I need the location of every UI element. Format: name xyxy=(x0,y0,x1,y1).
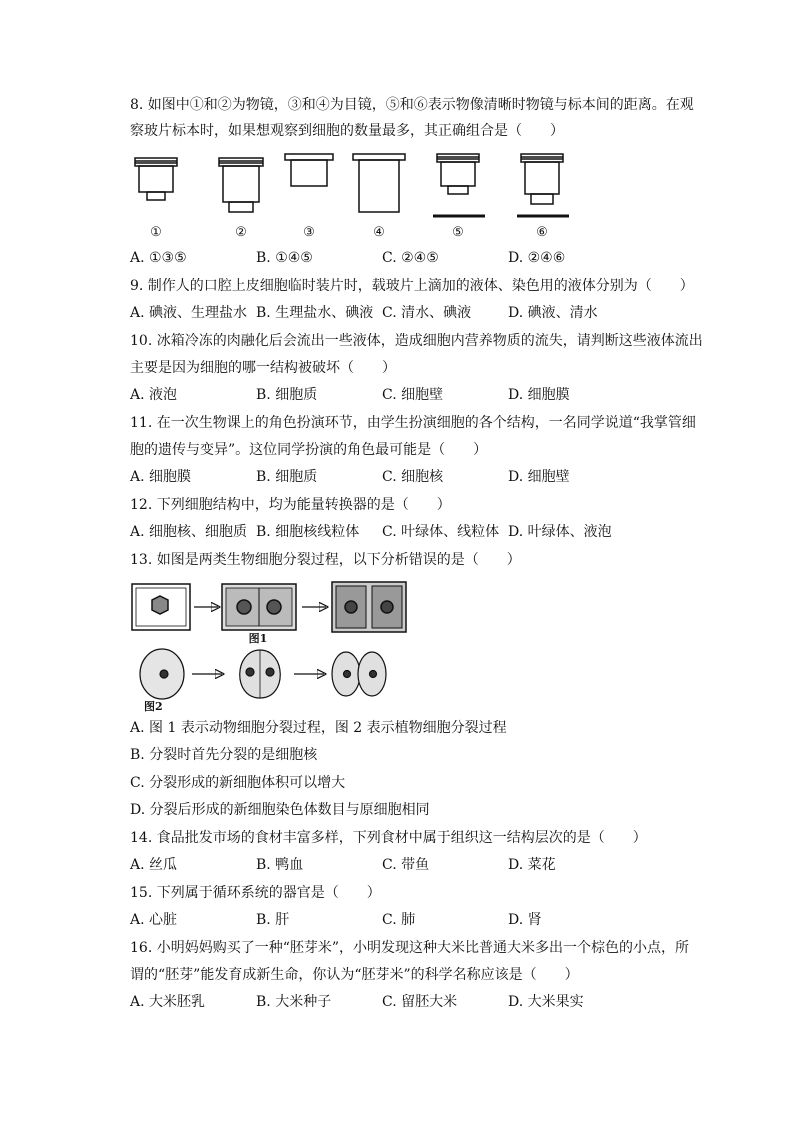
objective-near-slide-icon xyxy=(433,154,485,216)
plant-cell-stage-2-icon xyxy=(222,584,296,630)
lens-label-6: ⑥ xyxy=(536,225,548,240)
q11-stem-line2: 胞的遗传与变异”。这位同学扮演的角色最可能是（ ） xyxy=(130,442,488,458)
q9-option-a[interactable]: A. 碘液、生理盐水 xyxy=(130,305,248,321)
q15-option-c[interactable]: C. 肺 xyxy=(382,912,416,928)
q14-option-d[interactable]: D. 菜花 xyxy=(508,857,556,873)
q10-option-c[interactable]: C. 细胞壁 xyxy=(382,387,444,403)
cell-division-figure xyxy=(128,578,418,714)
q14-stem: 14. 食品批发市场的食材丰富多样，下列食材中属于组织这一结构层次的是（ ） xyxy=(130,830,647,846)
q12-option-b[interactable]: B. 细胞核线粒体 xyxy=(256,524,360,540)
q9-stem: 9. 制作人的口腔上皮细胞临时装片时，载玻片上滴加的液体、染色用的液体分别为（ ） xyxy=(130,278,694,294)
q15-option-d[interactable]: D. 肾 xyxy=(508,912,542,928)
q11-stem-line1: 11. 在一次生物课上的角色扮演环节，由学生扮演细胞的各个结构，一名同学说道“我掌管细 xyxy=(130,415,696,431)
q8-option-b[interactable]: B. ①④⑤ xyxy=(256,250,313,266)
animal-cell-stage-3-icon xyxy=(332,652,386,696)
q13-option-b[interactable]: B. 分裂时首先分裂的是细胞核 xyxy=(130,747,318,763)
q16-option-c[interactable]: C. 留胚大米 xyxy=(382,994,458,1010)
q13-option-d[interactable]: D. 分裂后形成的新细胞染色体数目与原细胞相同 xyxy=(130,802,430,818)
lens-label-1: ① xyxy=(150,225,162,240)
q12-stem: 12. 下列细胞结构中，均为能量转换器的是（ ） xyxy=(130,497,451,513)
animal-cell-stage-1-icon xyxy=(140,649,184,699)
q9-option-c[interactable]: C. 清水、碘液 xyxy=(382,305,472,321)
q10-stem-line2: 主要是因为细胞的哪一结构被破坏（ ） xyxy=(130,360,396,376)
q14-option-b[interactable]: B. 鸭血 xyxy=(256,857,304,873)
plant-cell-stage-1-icon xyxy=(132,584,190,630)
q8-option-c[interactable]: C. ②④⑤ xyxy=(382,250,439,266)
q10-option-b[interactable]: B. 细胞质 xyxy=(256,387,318,403)
q16-option-b[interactable]: B. 大米种子 xyxy=(256,994,332,1010)
eyepiece-short-icon xyxy=(285,154,333,186)
fig2-label: 图2 xyxy=(144,700,163,713)
objective-far-slide-icon xyxy=(517,154,569,216)
animal-cell-stage-2-icon xyxy=(240,650,281,698)
q11-option-b[interactable]: B. 细胞质 xyxy=(256,469,318,485)
lens-label-3: ③ xyxy=(303,225,315,240)
q12-option-c[interactable]: C. 叶绿体、线粒体 xyxy=(382,524,500,540)
q13-option-c[interactable]: C. 分裂形成的新细胞体积可以增大 xyxy=(130,775,346,791)
q10-stem-line1: 10. 冰箱冷冻的肉融化后会流出一些液体，造成细胞内营养物质的流失，请判断这些液体流出 xyxy=(130,333,703,349)
q15-option-b[interactable]: B. 肝 xyxy=(256,912,290,928)
microscope-lens-figure xyxy=(125,150,595,246)
q12-option-d[interactable]: D. 叶绿体、液泡 xyxy=(508,524,612,540)
q15-stem: 15. 下列属于循环系统的器官是（ ） xyxy=(130,885,381,901)
q16-option-a[interactable]: A. 大米胚乳 xyxy=(130,994,206,1010)
q10-option-d[interactable]: D. 细胞膜 xyxy=(508,387,570,403)
lens-label-5: ⑤ xyxy=(452,225,464,240)
q13-stem: 13. 如图是两类生物细胞分裂过程，以下分析错误的是（ ） xyxy=(130,552,521,568)
q14-option-a[interactable]: A. 丝瓜 xyxy=(130,857,178,873)
q16-option-d[interactable]: D. 大米果实 xyxy=(508,994,584,1010)
q11-option-d[interactable]: D. 细胞壁 xyxy=(508,469,570,485)
q13-option-a[interactable]: A. 图 1 表示动物细胞分裂过程，图 2 表示植物细胞分裂过程 xyxy=(130,720,507,736)
fig1-label: 图1 xyxy=(248,632,268,645)
q10-option-a[interactable]: A. 液泡 xyxy=(130,387,178,403)
q16-stem-line2: 谓的“胚芽”能发育成新生命，你认为“胚芽米”的科学名称应该是（ ） xyxy=(130,967,579,983)
objective-lens-short-icon xyxy=(135,158,177,200)
q16-stem-line1: 16. 小明妈妈购买了一种“胚芽米”，小明发现这种大米比普通大米多出一个棕色的小点，所 xyxy=(130,940,690,956)
q8-option-a[interactable]: A. ①③⑤ xyxy=(130,250,187,266)
q8-stem-line2: 察玻片标本时，如果想观察到细胞的数量最多，其正确组合是（ ） xyxy=(130,123,564,139)
q14-option-c[interactable]: C. 带鱼 xyxy=(382,857,430,873)
q9-option-b[interactable]: B. 生理盐水、碘液 xyxy=(256,305,374,321)
q8-stem-line1: 8. 如图中①和②为物镜，③和④为目镜，⑤和⑥表示物像清晰时物镜与标本间的距离。在观 xyxy=(130,97,694,113)
q12-option-a[interactable]: A. 细胞核、细胞质 xyxy=(130,524,248,540)
lens-label-4: ④ xyxy=(373,225,385,240)
plant-cell-stage-3-icon xyxy=(332,582,406,632)
q9-option-d[interactable]: D. 碘液、清水 xyxy=(508,305,598,321)
q8-option-d[interactable]: D. ②④⑥ xyxy=(508,250,566,266)
objective-lens-long-icon xyxy=(219,158,263,212)
lens-label-2: ② xyxy=(235,225,247,240)
q15-option-a[interactable]: A. 心脏 xyxy=(130,912,178,928)
q11-option-c[interactable]: C. 细胞核 xyxy=(382,469,444,485)
eyepiece-long-icon xyxy=(353,154,405,212)
q11-option-a[interactable]: A. 细胞膜 xyxy=(130,469,192,485)
